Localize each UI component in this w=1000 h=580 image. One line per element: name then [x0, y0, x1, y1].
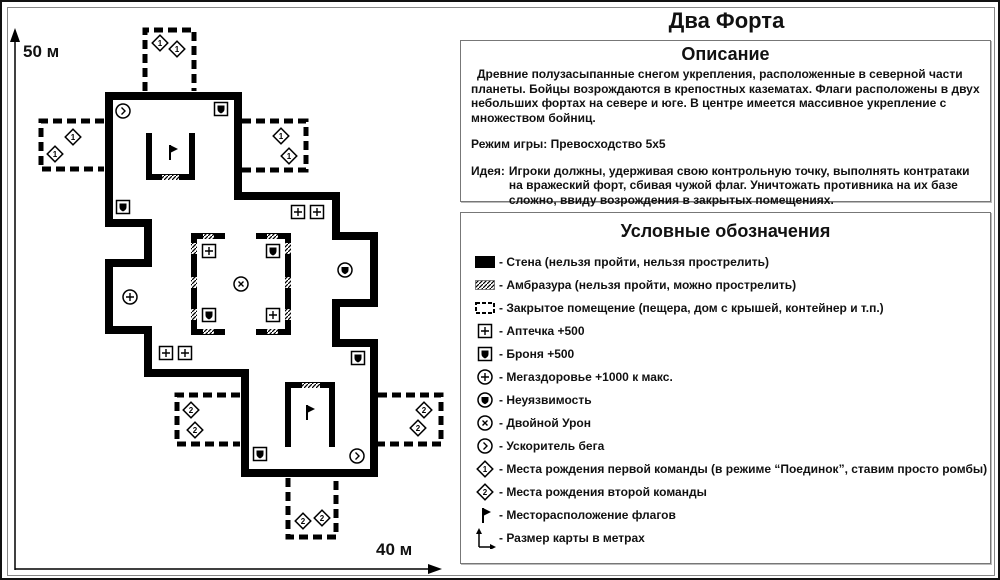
spawn-team1-number: 1	[157, 39, 163, 48]
embrasure	[285, 309, 291, 320]
embrasure	[267, 329, 278, 334]
spawn-team2-icon	[295, 513, 311, 529]
legend-label: - Места рождения второй команды	[499, 484, 707, 499]
medkit-icon	[160, 347, 173, 360]
south-embrasure	[302, 383, 320, 388]
legend-item-spawn-team1	[471, 457, 988, 480]
embrasure	[203, 234, 214, 239]
legend-item-speed-boost	[471, 434, 980, 457]
invulnerability-icon	[471, 390, 499, 410]
idea-row	[471, 164, 980, 208]
legend-label: - Стена (нельзя пройти, нельзя прострелить)	[499, 254, 770, 269]
legend-label: - Неуязвимость	[499, 392, 592, 407]
map-size-icon	[471, 528, 499, 548]
invulnerability-icon	[338, 263, 352, 277]
medkit-icon	[471, 321, 499, 341]
closed-room-southwest	[177, 395, 240, 444]
legend-item-megahealth	[471, 365, 980, 388]
embrasure	[191, 243, 197, 254]
armor-icon	[471, 344, 499, 364]
legend-item-closed-room	[471, 296, 980, 319]
spawn-team2-icon	[314, 510, 330, 526]
description-intro: Древние полузасыпанные снегом укрепления, расположенные в северной части планеты. Бойцы возрождаются в крепостных казематах. Флаги расположены в двух небольших фортах на севере и юге. В центре имеется массивное укрепление с множеством бойниц.	[471, 67, 980, 125]
legend-item-map-size	[471, 526, 980, 549]
speed-boost-icon	[350, 449, 364, 463]
legend-item-medkit	[471, 319, 980, 342]
spawn-team2-icon	[183, 402, 199, 418]
map-diagram	[0, 0, 450, 580]
embrasure	[285, 277, 291, 288]
legend-panel	[460, 212, 991, 564]
idea-label: Идея:	[471, 163, 505, 178]
embrasure	[191, 309, 197, 320]
description-panel	[460, 40, 991, 207]
y-axis-arrow-icon	[10, 28, 20, 42]
armor-icon	[254, 448, 267, 461]
legend-label: - Закрытое помещение (пещера, дом с крышей, контейнер и т.п.)	[499, 300, 884, 315]
medkit-icon	[292, 206, 305, 219]
closed-room-southeast	[378, 395, 441, 444]
map-width-label: 40 м	[376, 540, 413, 559]
north-embrasure	[162, 175, 179, 180]
armor-icon	[267, 245, 280, 258]
spawn-team1-icon	[47, 146, 63, 162]
legend-item-armor	[471, 342, 980, 365]
spawn-team2-number: 2	[188, 406, 194, 415]
legend-item-embrasure	[471, 273, 980, 296]
closed-room-icon	[471, 298, 499, 318]
double-damage-icon	[471, 413, 499, 433]
legend-label: - Размер карты в метрах	[499, 530, 645, 545]
speed-boost-icon	[471, 436, 499, 456]
spawn-team2-icon	[410, 420, 426, 436]
map-height-label: 50 м	[23, 42, 60, 61]
legend-item-double-damage	[471, 411, 980, 434]
legend-item-wall	[471, 250, 980, 273]
wall-icon	[471, 252, 499, 272]
spawn-team1-icon	[471, 459, 499, 479]
legend-label: - Амбразура (нельзя пройти, можно прострелить)	[499, 277, 797, 292]
armor-icon	[117, 201, 130, 214]
legend-label: - Броня +500	[499, 346, 575, 361]
closed-room-northeast	[242, 121, 306, 170]
double-damage-icon	[234, 277, 248, 291]
armor-icon	[215, 103, 228, 116]
spawn-team1-icon	[281, 148, 297, 164]
legend-label: - Места рождения первой команды (в режиме “Поединок”, ставим просто ромбы)	[499, 461, 988, 476]
megahealth-icon	[123, 290, 137, 304]
closed-room-north	[145, 30, 194, 91]
spawn-team1-number: 1	[286, 152, 292, 161]
flag-icon	[471, 505, 499, 525]
description-heading: Описание	[681, 44, 770, 64]
medkit-icon	[179, 347, 192, 360]
spawn-team1-number: 1	[278, 132, 284, 141]
spawn-team1-number: 1	[482, 464, 488, 474]
spawn-team1-icon	[169, 41, 185, 57]
spawn-team2-icon	[471, 482, 499, 502]
spawn-team1-icon	[273, 128, 289, 144]
legend-label: - Аптечка +500	[499, 323, 585, 338]
spawn-team2-number: 2	[415, 424, 421, 433]
armor-icon	[203, 309, 216, 322]
spawn-team1-icon	[65, 129, 81, 145]
spawn-team2-number: 2	[319, 514, 325, 523]
embrasure	[285, 243, 291, 254]
closed-room-south	[288, 478, 336, 537]
legend-item-spawn-team2	[471, 480, 980, 503]
medkit-icon	[311, 206, 324, 219]
x-axis-arrow-icon	[428, 564, 442, 574]
spawn-team1-icon	[152, 35, 168, 51]
embrasure	[267, 234, 278, 239]
megahealth-icon	[471, 367, 499, 387]
spawn-team2-number: 2	[300, 517, 306, 526]
legend-heading: Условные обозначения	[620, 221, 831, 241]
legend-label: - Мегаздоровье +1000 к макс.	[499, 369, 673, 384]
spawn-team2-number: 2	[421, 406, 427, 415]
legend-label: - Двойной Урон	[499, 415, 592, 430]
legend-item-flag	[471, 503, 980, 526]
map-title: Два Форта	[668, 8, 785, 33]
embrasure	[191, 277, 197, 288]
spawn-team2-icon	[187, 422, 203, 438]
game-mode: Режим игры: Превосходство 5х5	[471, 137, 666, 151]
medkit-icon	[267, 309, 280, 322]
spawn-team2-number: 2	[192, 426, 198, 435]
spawn-team1-number: 1	[70, 133, 76, 142]
legend-item-invulnerability	[471, 388, 980, 411]
spawn-team2-icon	[416, 402, 432, 418]
spawn-team1-number: 1	[52, 150, 58, 159]
spawn-team1-number: 1	[174, 45, 180, 54]
legend-label: - Месторасположение флагов	[499, 507, 676, 522]
spawn-team2-number: 2	[482, 487, 488, 497]
embrasure-icon	[471, 275, 499, 295]
embrasure	[203, 329, 214, 334]
legend-label: - Ускоритель бега	[499, 438, 605, 453]
speed-boost-icon	[116, 104, 130, 118]
medkit-icon	[203, 245, 216, 258]
idea-text: Игроки должны, удерживая свою контрольную точку, выполнять контратаки на вражеский форт, сбивая чужой флаг. Уничтожать противника на их базе сложно, ввиду возрождения в закрытых помещениях.	[508, 163, 970, 207]
armor-icon	[352, 352, 365, 365]
